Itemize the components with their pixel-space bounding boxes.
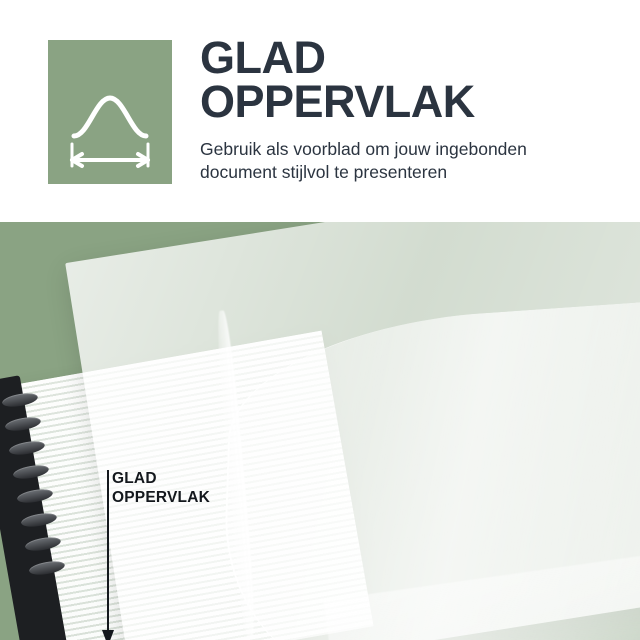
page-title-line1: GLAD	[200, 32, 326, 83]
smooth-surface-icon	[48, 40, 172, 184]
callout-label-line2: OPPERVLAK	[112, 488, 210, 506]
page-subtitle: Gebruik als voorblad om jouw ingebonden document stijlvol te presenteren	[200, 139, 527, 182]
page-title-line2: OPPERVLAK	[200, 76, 475, 128]
callout-label	[112, 470, 210, 508]
page-title	[200, 32, 620, 128]
header-text-block	[200, 32, 620, 183]
callout-label-line1: GLAD	[112, 470, 157, 487]
poster-header	[0, 0, 640, 222]
product-photo	[0, 222, 640, 640]
